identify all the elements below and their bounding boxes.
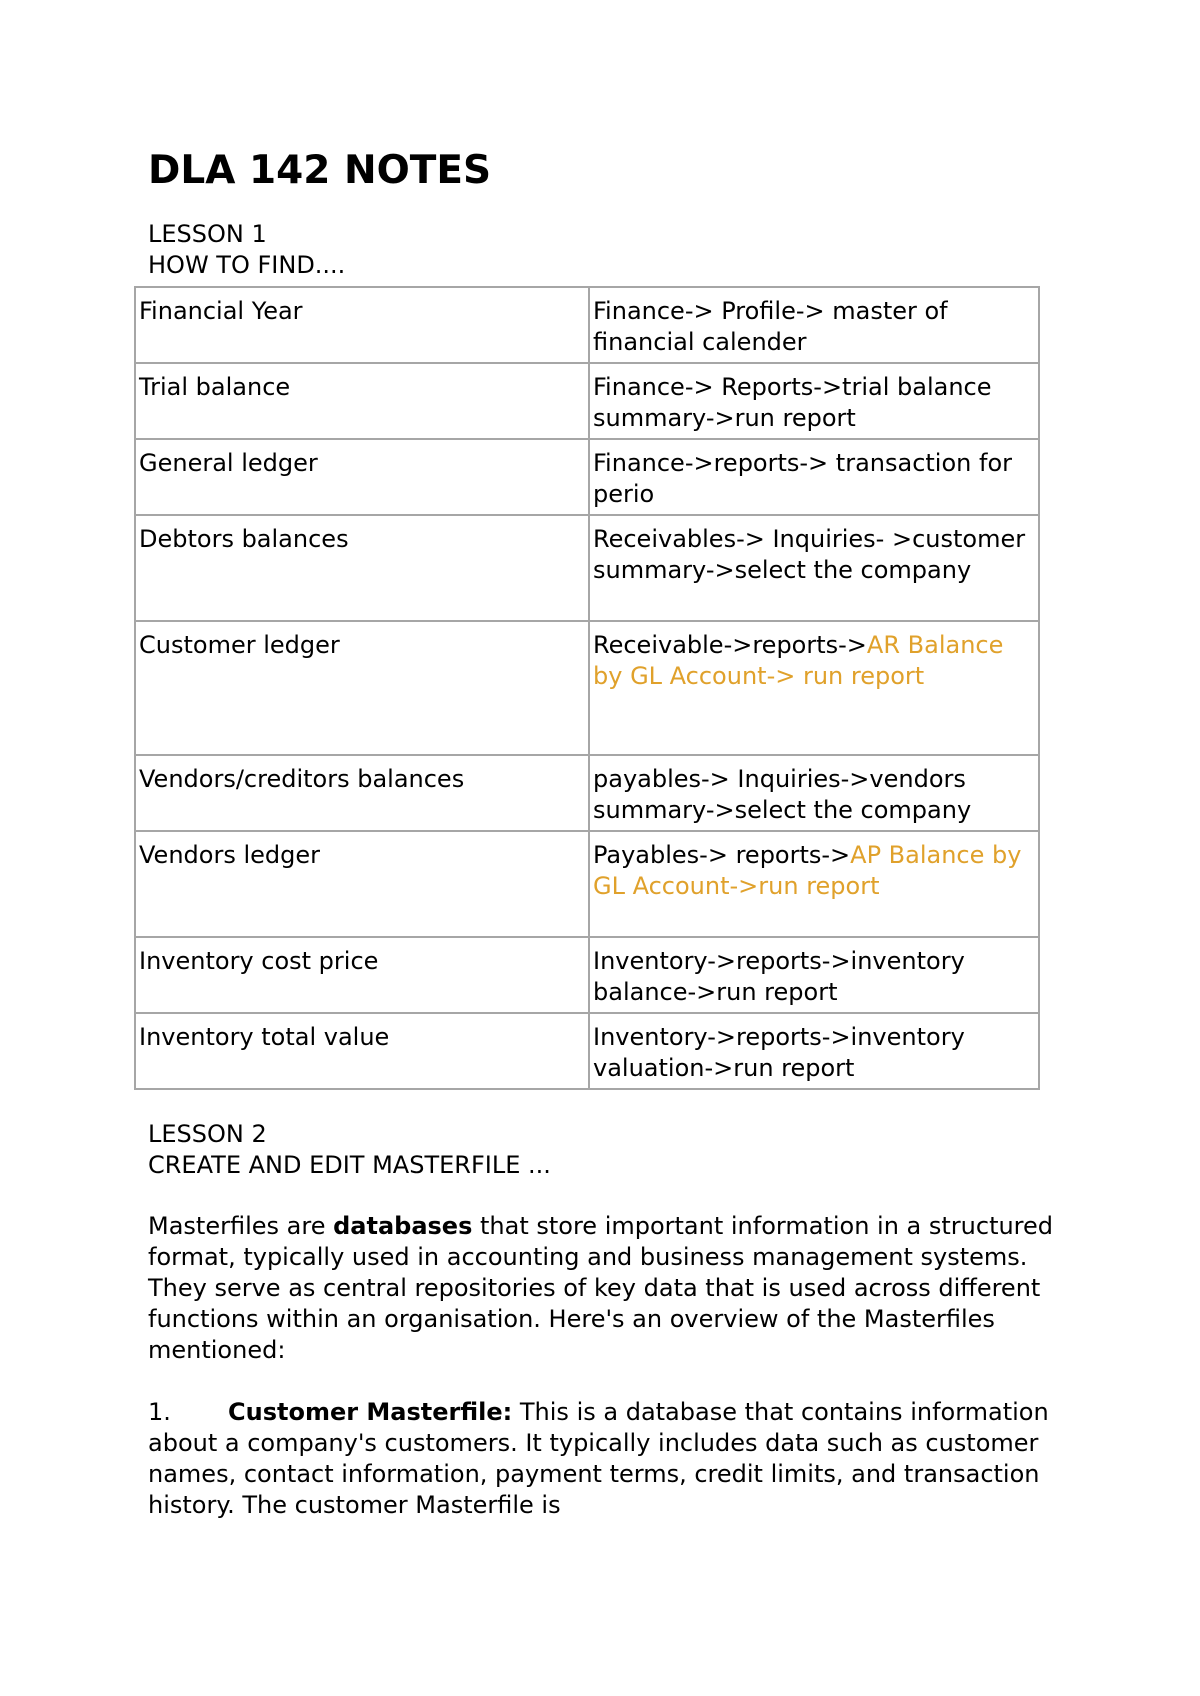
intro-text-after: that store important information in a structured format, typically used in accounting and business management systems. They serve as central repositories of key data that is used across different functions within an organisation. Here's an overview of the Masterfiles mentioned: xyxy=(148,1212,1054,1364)
table-cell-path xyxy=(589,831,1039,937)
table-cell-path xyxy=(589,1013,1039,1089)
path-text: Inventory->reports->inventory valuation->run report xyxy=(593,1023,965,1082)
table-cell-item: Vendors/creditors balances xyxy=(135,755,589,831)
path-text: payables-> Inquiries->vendors summary->select the company xyxy=(593,765,972,824)
how-to-find-table xyxy=(134,286,1040,1090)
table-row xyxy=(135,439,1039,515)
table-cell-path xyxy=(589,621,1039,755)
document-title: DLA 142 NOTES xyxy=(148,148,492,193)
list-item-title: Customer Masterfile: xyxy=(228,1398,513,1426)
table-cell-item: Debtors balances xyxy=(135,515,589,621)
table-row xyxy=(135,621,1039,755)
path-highlight-text: AR Balance by GL Account-> run report xyxy=(593,631,1004,690)
table-row xyxy=(135,831,1039,937)
path-text: Finance-> Profile-> master of financial calender xyxy=(593,297,948,356)
path-text: Receivable->reports-> xyxy=(593,631,867,659)
table-cell-item: Financial Year xyxy=(135,287,589,363)
table-cell-item: Vendors ledger xyxy=(135,831,589,937)
path-text: Finance->reports-> transaction for perio xyxy=(593,449,1012,508)
table-cell-path xyxy=(589,755,1039,831)
list-item-text: This is a database that contains information about a company's customers. It typically includes data such as customer names, contact information, payment terms, credit limits, and transaction history. The customer Masterfile is xyxy=(148,1398,1049,1519)
table-cell-path xyxy=(589,363,1039,439)
lesson-2-heading: LESSON 2 xyxy=(148,1120,267,1148)
table-cell-path xyxy=(589,287,1039,363)
table-row xyxy=(135,1013,1039,1089)
customer-masterfile-item xyxy=(148,1397,1068,1521)
table-cell-item: Trial balance xyxy=(135,363,589,439)
path-highlight-text: AP Balance by GL Account->run report xyxy=(593,841,1022,900)
intro-text-before: Masterfiles are xyxy=(148,1212,334,1240)
lesson-2-subheading: CREATE AND EDIT MASTERFILE ... xyxy=(148,1151,551,1179)
table-cell-item: Customer ledger xyxy=(135,621,589,755)
table-cell-path xyxy=(589,937,1039,1013)
table-row xyxy=(135,287,1039,363)
path-text: Receivables-> Inquiries- >customer summary->select the company xyxy=(593,525,1026,584)
table-cell-path xyxy=(589,439,1039,515)
table-cell-path xyxy=(589,515,1039,621)
path-text: Finance-> Reports->trial balance summary->run report xyxy=(593,373,992,432)
intro-bold-term: databases xyxy=(333,1212,473,1240)
list-item-number: 1. xyxy=(148,1398,171,1426)
table-row xyxy=(135,363,1039,439)
path-text: Payables-> reports-> xyxy=(593,841,851,869)
path-text: Inventory->reports->inventory balance->run report xyxy=(593,947,965,1006)
table-cell-item: Inventory total value xyxy=(135,1013,589,1089)
table-row xyxy=(135,755,1039,831)
table-row xyxy=(135,937,1039,1013)
table-cell-item: General ledger xyxy=(135,439,589,515)
lesson-1-subheading: HOW TO FIND.... xyxy=(148,251,346,279)
table-row xyxy=(135,515,1039,621)
table-cell-item: Inventory cost price xyxy=(135,937,589,1013)
masterfiles-intro-paragraph xyxy=(148,1211,1068,1366)
lesson-1-heading: LESSON 1 xyxy=(148,220,267,248)
